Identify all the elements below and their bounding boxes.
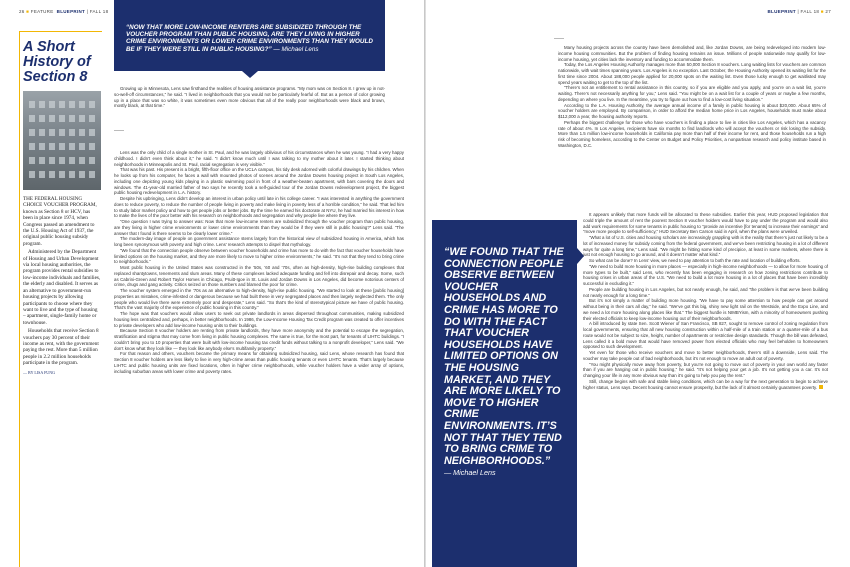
history-sidebar <box>19 31 102 567</box>
sidebar-paragraph: THE FEDERAL HOUSING CHOICE VOUCHER PROGRAM, known as Section 8 or HCV, has been in place since 1974, when Congress passed an amendment to the U.S. Housing Act of 1937, the original public housing subsidy program. <box>23 196 97 247</box>
right-pullquote-box <box>432 220 577 567</box>
left-folio: 26 ■ FEATURE BLUEPRINT | FALL 18 <box>19 9 109 14</box>
sidebar-byline: — BY LISA FUNG <box>23 369 55 375</box>
sidebar-body <box>23 196 101 376</box>
divider <box>114 130 124 131</box>
housing-building-photo <box>23 91 101 190</box>
right-body-text: It appears unlikely that more funds will be allocated to these subsidies. Earlier this year, HUD proposed legislation that could triple the amount of rent the poorest Section 8 voucher holders would have to pay under the program and would also add work requirements for some tenants in public housing to “provide an incentive [for tenants] to increase their earnings” and “move more people to self-sufficiency,” HUD Secretary Ben Carson said in April, when the plans were unveiled. “What a lot of U.S. cities and housing scholars are increasingly grappling with is the reality that there’s just not likely to be a lot of increased money for subsidy coming from the federal government, and we’ve been restricting housing in a lot of different ways for quite a long time,” Lens said. “We might be hitting some kind of precipice, at least in some markets, where there is just not enough housing to go around, and it doesn’t matter what kind.” So what can be done? In Lens’ view, we need to pay attention to both the rate and location of building efforts. “We need to build more housing in more places — especially in high-income neighborhoods — to allow for more housing of more types to be built,” said Lens, who recently has been engaging in research on how zoning restrictions contribute to housing crises in urban areas of the U.S. “We need to build a lot more housing in a lot of places that have been incredibly successful in excluding it.” People are building housing in Los Angeles, but not nearly enough, he said, and “the problem is that we’ve been building not nearly enough for a long time.” But it’s not simply a matter of building more housing. “We have to pay some attention to how people can get around without being in their cars all day,” he said. “We’ve got this big, shiny new light rail on the Westside, and the Expo Line, and we need a lot more housing along places like that.” The biggest hurdle is NIMBYism, with a minority of homeowners pushing their elected officials to keep low-income housing out of their neighborhoods. A bill introduced by state Sen. Scott Wiener of San Francisco, SB 827, sought to remove control of zoning regulation from local governments, ensuring that all new housing construction within a half-mile of a train station or a quarter-mile of a bus route would not be subject to size, height, number of apartments or restrictive design standards. Though the bill was defeated, Lens called it a bold move that would have removed power from elected officials who may feel beholden to homeowners opposed to such development. Yet even for those who receive vouchers and move to better neighborhoods, there’s still a downside, Lens said. The voucher may take people out of bad neighborhoods, but it’s not enough to move an adult out of poverty. “You might physically move away from poverty, but you’re not going to move out of poverty in your own world any faster than if you are hanging out in public housing,” he said. “It’s not helping your get a job. It’s not getting you a car. It’s not changing your life in any more obvious way than it’s going to help you pay the rent.” Still, change begins with safe and stable living conditions, which can be a way for the next generation to begin to achieve higher status, Lens says. Decent housing cannot ensure prosperity, but the lack of it almost certainly guarantees poverty. <box>583 212 828 390</box>
left-intro-text: Growing up in Minnesota, Lens saw firsthand the realities of housing assistance programs. “My mom was on Section 8. I grew up in not-so-well-off circumstances,” he said. “I lived in neighborhoods that you would not be particularly fearful of. But as a person of color growing up in a place that was so white, it was sometimes even more obvious that all of the really poor neighborhoods were black and brown, mostly black, at that time.” <box>114 86 385 109</box>
right-folio: BLUEPRINT | FALL 18 ■ 27 <box>767 9 831 14</box>
right-pullquote: “WE FOUND THAT THE CONNECTION PEOPLE OBSERVE BETWEEN VOUCHER HOUSEHOLDS AND CRIME HAS MORE TO DO WITH THE FACT THAT VOUCHER HOUSEHOLDS HAVE LIMITED OPTIONS ON THE HOUSING MARKET, AND THEY ARE MORE LIKELY TO MOVE TO HIGHER CRIME ENVIRONMENTS. IT’S NOT THAT THEY TEND TO BRING CRIME TO NEIGHBORHOODS.” — Michael Lens <box>444 246 564 478</box>
sidebar-paragraph: Households that receive Section 8 vouchers pay 30 percent of their income as rent, with the government paying the rest. More than 5 million people in 2.2 million households participate in the program. <box>23 328 99 367</box>
end-mark <box>819 385 823 389</box>
right-top-text: Many housing projects across the country have been demolished and, like Jordan Downs, are being redeveloped into modern low-income housing communities. But the problem of finding housing remains an issue. Millions of people nationwide may qualify for low-income housing, yet cities lack the inventory and funding to accommodate them. Today, the Los Angeles Housing Authority manages more than 50,000 Section 8 vouchers. Long waiting lists for vouchers are common nationwide, with wait times spanning years. Los Angeles is no exception. Last October, the Housing Authority opened its waiting list for the first time since 2004. About 188,000 people applied for 20,000 spots on the waiting list. Even those lucky enough to get waitlisted may spend years waiting to get to the top of the list. “There’s not an entitlement to rental assistance in this country, so if you are eligible and you apply, and you’re on a wait list, you’re waiting. There’s not necessarily anything for you,” Lens said. “You might be on a wait list for a couple of years or maybe a few months, depending on where you live. In the meantime, you try to figure out how to find a low-cost living situation.” According to the L.A. Housing Authority, the average annual income of a family in public housing is about $20,000. About 65% of voucher holders are employed. By comparison, in order to afford the median home price in Los Angeles, households must make about $112,000 a year, the housing authority reports. Perhaps the biggest challenge for those who have vouchers is finding a place to live in cities like Los Angeles, which has a vacancy rate of about 4%. In Los Angeles, recipients have six months to find landlords who will accept the vouchers or risk losing the subsidy. More than 1.5 million low-income households in California pay more than half of their income for rent, and those households run a high risk of becoming homeless, according to the Center on Budget and Policy Priorities, a nonpartisan research and policy institute based in Washington, D.C. <box>558 45 826 148</box>
sidebar-title: A Short History of Section 8 <box>23 39 91 85</box>
divider <box>554 38 564 39</box>
top-pullquote-box <box>114 0 385 71</box>
left-page <box>0 0 424 567</box>
sidebar-paragraph: Administered by the Department of Housing and Urban Development via local housing authorities, the program provides rental subsidies to low-income individuals and families, the elderly and disabled. It serves as an alternative to government-run housing projects by allowing participants to choose where they want to live and the type of housing – apartment, single-family home or townhouse. <box>23 249 101 326</box>
left-body-text: Lens was the only child of a single mother in St. Paul, and he was largely oblivious of his circumstances when he was young. “I had a very happy childhood. I didn’t even think about it,” he said. “I didn’t know much until I was talking to my mother about it later. I started thinking about neighborhoods in Minneapolis and St. Paul, racial segregation is very visible.” That was his past. His present is a bright, fifth-floor office on the UCLA campus, his tidy desk adorned with colorful drawings by his children. When he looks up from his computer, he faces a wall with mounted photos of scenes around the Jordan Downs housing project in South Los Angeles, including one depicting young kids playing in a plastic swimming pool in front of a weather-beaten apartment, with bars covering the doors and windows. The 41-year-old married father of two says he recently took a self-guided tour of the Jordan Downs redevelopment project, the biggest public housing redevelopment in L.A. history. Despite his upbringing, Lens didn’t develop an interest in urban policy until late in his college career. “I was interested in anything the government does to reduce poverty, to reduce the number of people living in poverty and make living in poverty less of a horrible condition,” he said. That led him to study labor market policy and how to get people jobs or better jobs. By the time he earned his doctorate at NYU, he had married his interest in how to make the lives of the poor better with his research on neighborhoods and segregation and why people live where they live. “One question I was trying to answer was: Now that more low-income renters are subsidized through the voucher program than public housing, are they living in higher crime environments or lower crime environments than they would be if they were still in public housing?” Lens said. “The answer that I found is there seems to be clearly lower crime.” The modern-day image of people on government assistance stems largely from the historical view of subsidized housing in America, which has long been synonymous with poverty and high crime. Lens’ research attempts to dispel that mythology. “We found that the connection people observe between voucher households and crime has more to do with the fact that voucher households have limited options on the housing market, and they are more likely to move to higher crime environments,” he said. “It’s not that they tend to bring crime to neighborhoods.” Most public housing in the United States was constructed in the ’50s, ’60 and ’70s, often as high-density, high-rise building complexes that replaced shantytowns, tenements and slum areas. Many of these complexes lacked adequate funding and fell into disrepair and decay. Some, such as Cabrini-Green and Robert Taylor Homes in Chicago, Pruitt-Igoe in St. Louis and Jordan Downs in Los Angeles, did become notorious centers of crime, drugs and gang activity. Critics seized on those numbers and blamed the poor for crime. The voucher system emerged in the ’70s as an alternative to high-density, high-rise public housing. “We started to look at these [public housing] properties as mistakes, crime-infested or dangerous because we had built these in very segregated places and then largely neglected them. The only people who would live there were extremely poor and desperate,” Lens said. “So that’s the kind of stereotypical picture we have of public housing. That’s the vast majority of the experience of public housing in this country.” The hope was that vouchers would allow users to seek out private landlords in areas dispersed throughout communities, making subsidized housing less centralized and, perhaps, in better neighborhoods. In 1986, the Low-Income Housing Tax Credit program was created to offer incentives to private developers who add low-income housing units to their buildings. Because Section 8 voucher holders are renting from private landlords, they have more anonymity and the potential to escape the segregation, stratification and stigma that may come from living in public housing complexes. The same is true, for the most part, for tenants of LIHTC buildings. “I couldn’t bring you to 10 properties that were built with low-income housing tax credit funds without talking to a nonprofit developer,” Lens said. “We don’t know what they look like — they look like anybody else’s multifamily property.” For that reason and others, vouchers became the primary means for obtaining subsidized housing, said Lens, whose research has found that Section 8 voucher holders are less likely to live in very high-crime areas than public housing tenants or even LIHTC tenants. That’s largely because LIHTC and public housing units are fixed locations, often in higher crime neighborhoods, while voucher holders have a wider array of options, including suburban areas with lower crime and poverty rates. <box>114 150 404 374</box>
top-pullquote: “NOW THAT MORE LOW-INCOME RENTERS ARE SUBSIDIZED THROUGH THE VOUCHER PROGRAM THAN PUBLIC HOUSING, ARE THEY LIVING IN HIGHER CRIME ENVIRONMENTS OR LOWER CRIME ENVIRONMENTS THAN THEY WOULD BE IF THEY WERE STILL IN PUBLIC HOUSING?” — Michael Lens <box>126 24 373 53</box>
